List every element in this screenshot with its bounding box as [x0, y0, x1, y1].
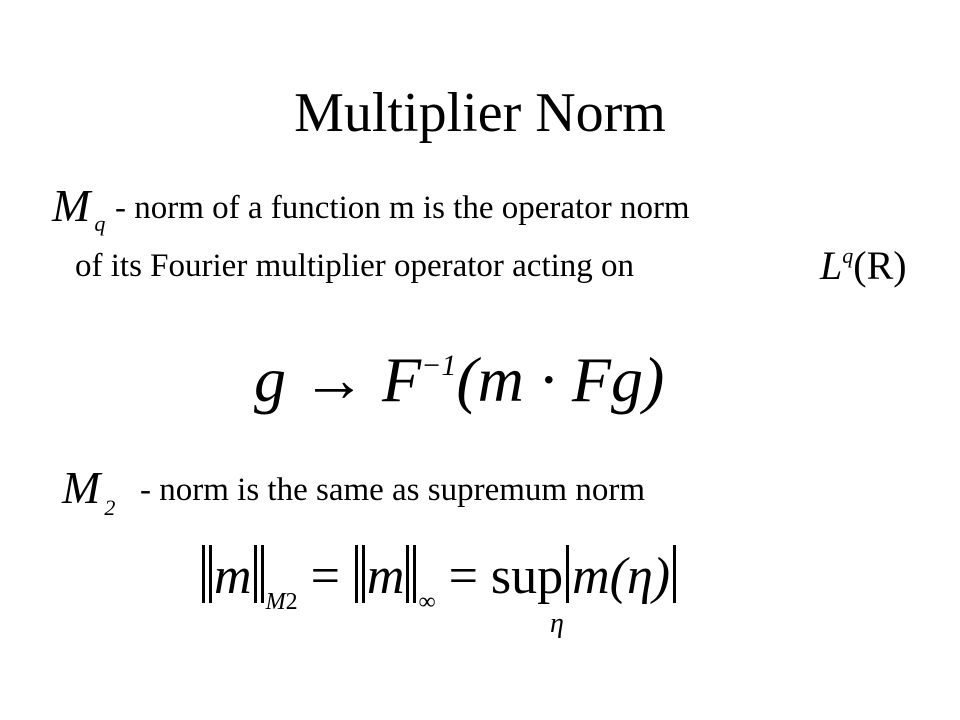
- sup-subscript-eta: η: [550, 608, 564, 639]
- lq-space: $L^q(R)$: [820, 243, 907, 288]
- norm-equality-formula: m $_{M2}$ = m $_\infty$ = sup m(η): [200, 545, 679, 618]
- slide-title: Multiplier Norm: [294, 82, 666, 144]
- mq-subscript: q: [94, 211, 106, 236]
- m2-symbol: M $_2$: [62, 462, 116, 520]
- m2-subscript: 2: [104, 495, 116, 520]
- supremum-statement: - norm is the same as supremum norm: [140, 472, 645, 508]
- operator-formula: $g \to F^{-1}(m \cdot Fg)$: [254, 344, 665, 415]
- definition-line-2: of its Fourier multiplier operator acting on: [75, 248, 635, 284]
- mq-symbol: M $_q$: [52, 180, 106, 236]
- definition-line-1: - norm of a function m is the operator norm: [115, 190, 690, 226]
